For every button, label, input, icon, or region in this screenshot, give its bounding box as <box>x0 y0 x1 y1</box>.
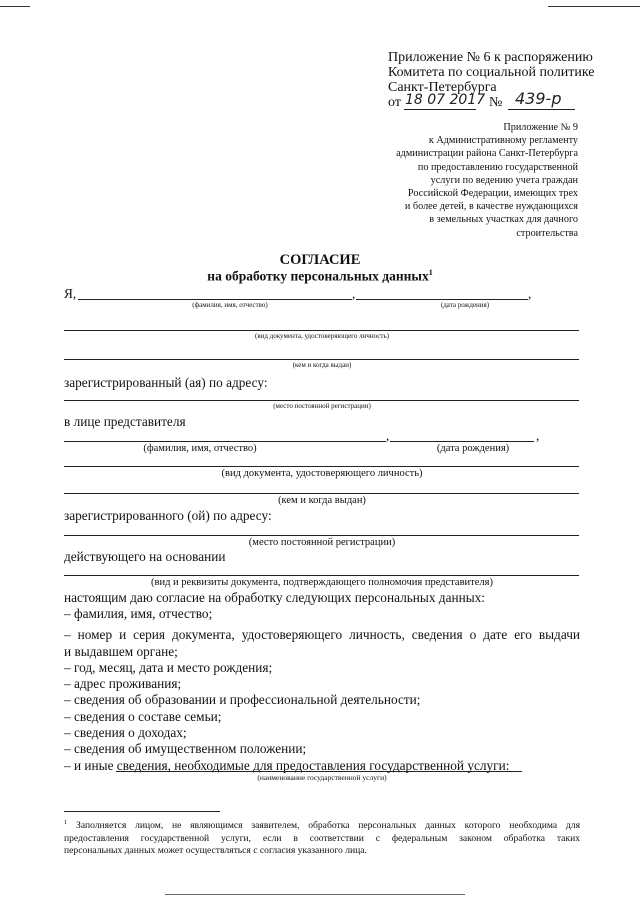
appendix-line: и более детей, в качестве нуждающихся <box>404 201 578 213</box>
rep-issued-field-line[interactable] <box>64 493 579 494</box>
footnote-mark: 1 <box>428 268 433 277</box>
caption-rep-fio: (фамилия, имя, отчество) <box>143 443 257 454</box>
caption-document: (вид документа, удостоверяющего личность) <box>254 332 390 340</box>
handwritten-date: 18 07 2017 <box>405 92 486 108</box>
list-item: – и иные сведения, необходимые для предоставления государственной услуги: <box>64 757 510 773</box>
appendix-line: к Административному регламенту <box>428 135 578 147</box>
rep-document-field-line[interactable] <box>64 466 579 467</box>
list-item: – год, месяц, дата и место рождения; <box>64 659 273 675</box>
date-underline <box>404 109 476 110</box>
caption-rep-birthdate: (дата рождения) <box>436 443 510 454</box>
caption-rep-address: (место постоянной регистрации) <box>248 537 396 548</box>
comma: , <box>352 286 356 301</box>
issued-field-line[interactable] <box>64 359 579 360</box>
caption-issued: (кем и когда выдан) <box>292 361 352 369</box>
appendix-line: Приложение № 9 <box>503 122 578 133</box>
caption-rep-document: (вид документа, удостоверяющего личность) <box>221 468 423 479</box>
service-field-line[interactable] <box>116 771 522 772</box>
scan-edge-line <box>0 6 30 7</box>
list-item: – фамилия, имя, отчество; <box>64 606 213 621</box>
appendix-line: услуги по ведению учета граждан <box>430 174 578 186</box>
rep-birthdate-field-line[interactable] <box>390 441 534 442</box>
address-field-line[interactable] <box>64 400 579 401</box>
footnote-number: 1 <box>64 819 68 826</box>
caption-rep-issued: (кем и когда выдан) <box>278 495 366 506</box>
scan-edge-line <box>165 894 465 895</box>
appendix-line: Российской Федерации, имеющих трех <box>407 188 578 200</box>
footnote-line-1: Заполняется лицом, не являющимся заявителем, обработка персональных данных которого необходима для <box>76 820 580 832</box>
comma: , <box>386 428 390 443</box>
handwritten-number: 439-р <box>515 89 562 108</box>
appendix-line: администрации района Санкт-Петербурга <box>396 148 578 160</box>
caption-birthdate: (дата рождения) <box>440 301 490 309</box>
footnote-line-2: предоставления государственной услуги, если в соответствии с федеральным законом обработка таких <box>64 832 580 844</box>
appendix-line: строительства <box>516 227 578 239</box>
list-item: – сведения об имущественном положении; <box>64 741 307 757</box>
basis-label: действующего на основании <box>64 549 226 564</box>
appendix-line: в земельных участках для дачного <box>429 214 578 226</box>
representative-label: в лице представителя <box>64 414 186 429</box>
list-item: – адрес проживания; <box>64 676 182 692</box>
footnote <box>64 817 580 857</box>
fio-field-line[interactable] <box>78 299 352 300</box>
comma: , <box>536 428 540 443</box>
footnote-line-3: персональных данных может осуществляться с согласия указанного лица. <box>64 845 367 856</box>
appendix-block <box>318 121 578 240</box>
consent-list <box>64 606 580 774</box>
list-item: – сведения о составе семьи; <box>64 708 222 724</box>
ya-label: Я, <box>64 286 77 301</box>
rep-fio-field-line[interactable] <box>64 441 386 442</box>
footnote-separator <box>64 811 220 812</box>
list-item: – сведения о доходах; <box>64 725 187 741</box>
header-number-label: № <box>489 95 503 110</box>
basis-field-line[interactable] <box>64 575 579 576</box>
consent-intro: настоящим даю согласие на обработку следующих персональных данных: <box>64 590 485 605</box>
header-line-1: Приложение № 6 к распоряжению <box>388 50 593 65</box>
scan-edge-line <box>548 6 640 7</box>
header-from-label: от <box>388 95 401 110</box>
list-item: и выдавшем органе; <box>64 643 178 659</box>
document-field-line[interactable] <box>64 330 579 331</box>
registered-label: зарегистрированный (ая) по адресу: <box>64 375 268 390</box>
appendix-line: по предоставлению государственной <box>417 161 578 173</box>
caption-address: (место постоянной регистрации) <box>273 402 371 410</box>
header-line-2: Комитета по социальной политике <box>388 65 595 80</box>
document-title: СОГЛАСИЕ <box>279 252 361 268</box>
subtitle-text: на обработку персональных данных <box>207 268 429 284</box>
list-item: – номер и серия документа, удостоверяющего личность, сведения о дате его выдачи <box>64 627 580 643</box>
caption-service: (наименование государственной услуги) <box>257 773 387 782</box>
rep-address-field-line[interactable] <box>64 535 579 536</box>
list-item: – сведения об образовании и профессиональной деятельности; <box>64 692 421 708</box>
registered2-label: зарегистрированного (ой) по адресу: <box>64 508 272 523</box>
comma: , <box>528 286 532 301</box>
number-underline <box>508 109 575 110</box>
header-line-3: Санкт-Петербурга <box>388 80 497 95</box>
document-subtitle <box>0 268 640 285</box>
caption-fio: (фамилия, имя, отчество) <box>192 301 268 309</box>
birthdate-field-line[interactable] <box>356 299 528 300</box>
caption-basis: (вид и реквизиты документа, подтверждающего полномочия представителя) <box>151 577 493 588</box>
